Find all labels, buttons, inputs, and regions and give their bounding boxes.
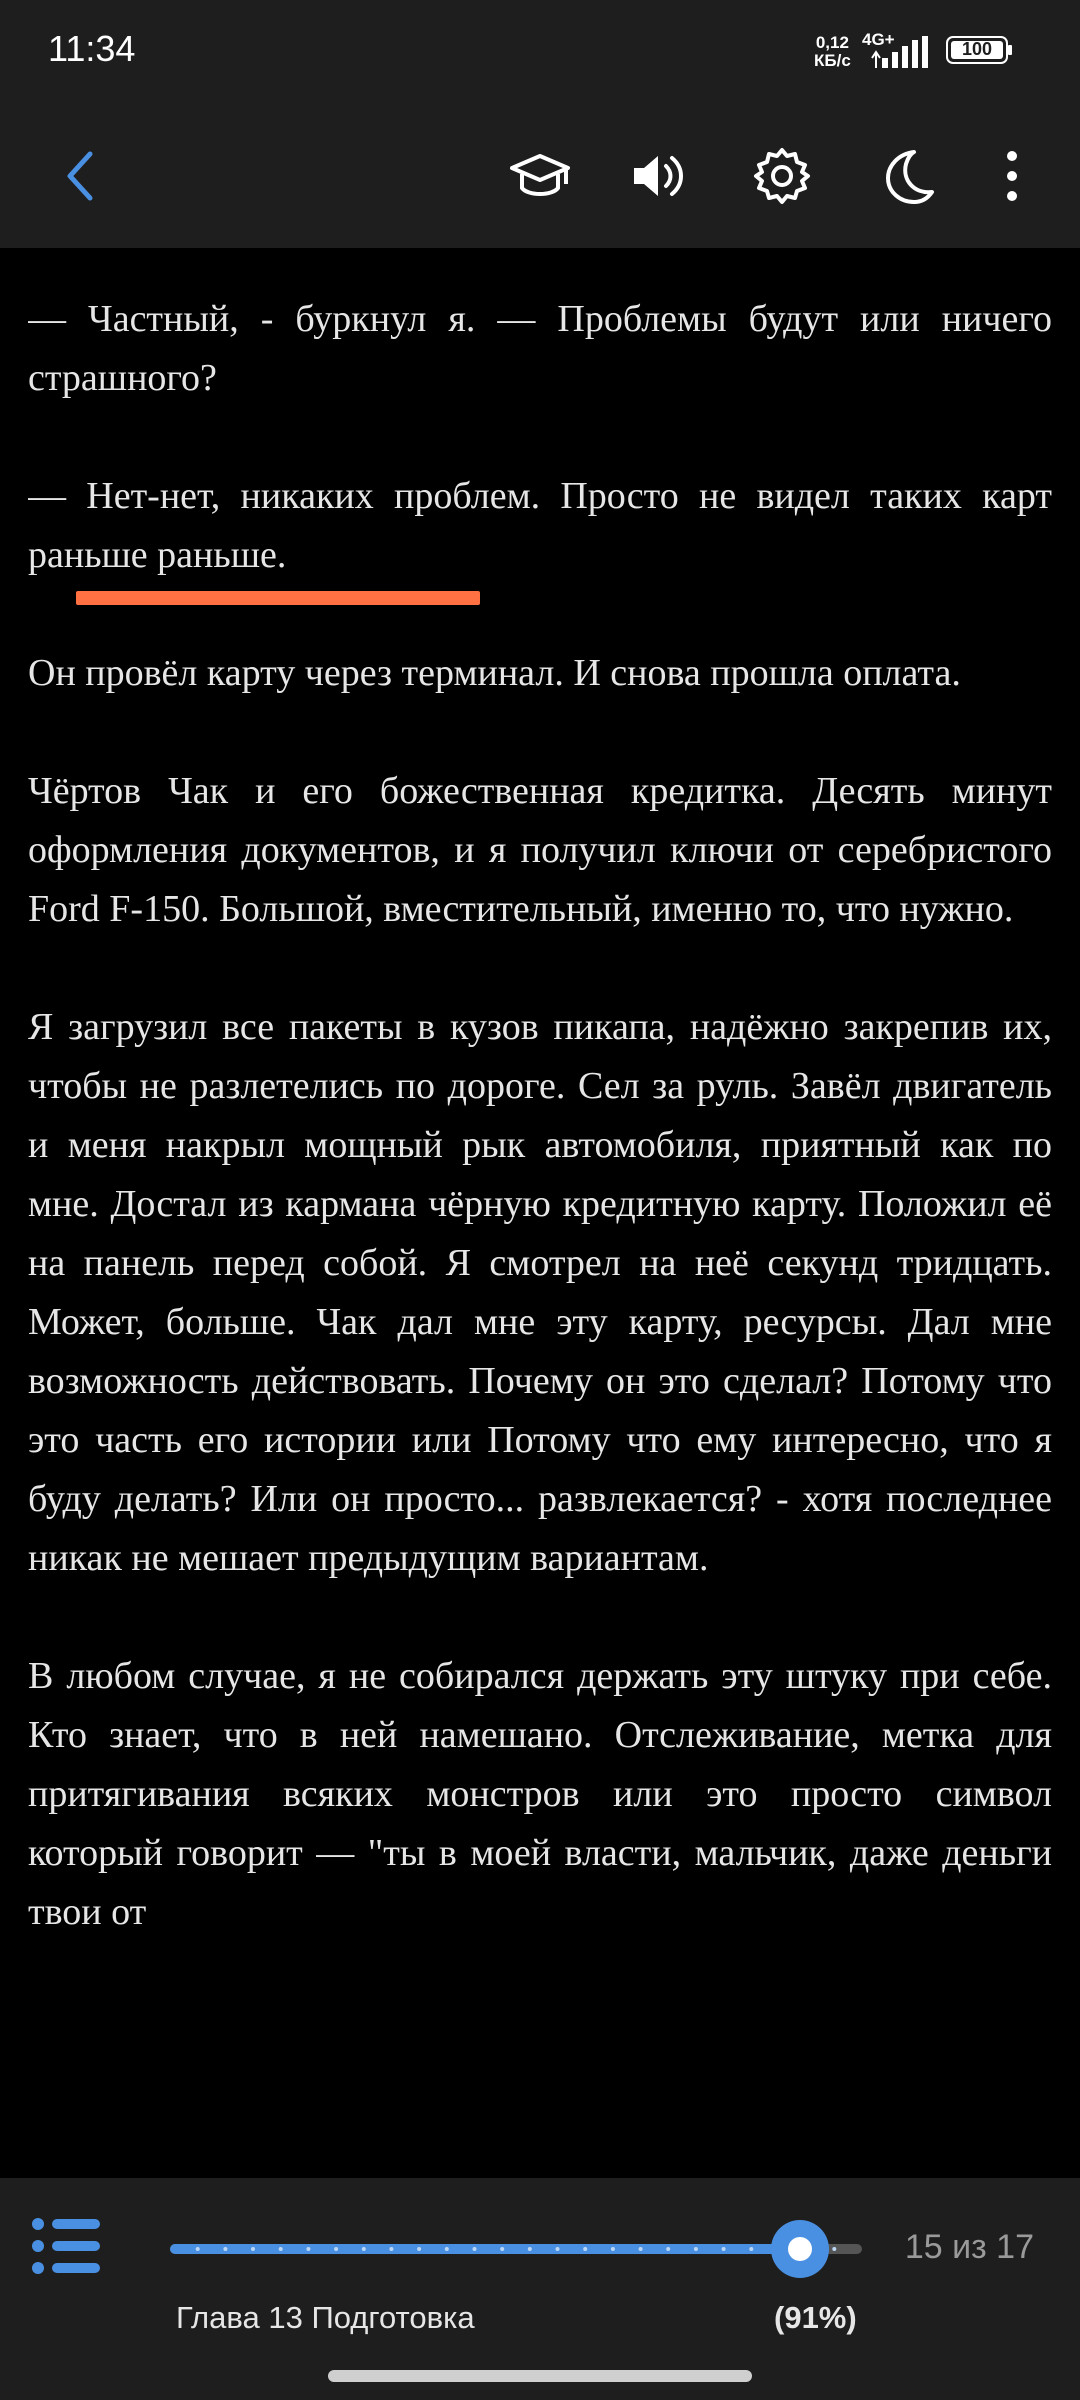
- slider-tick: [528, 2247, 532, 2251]
- slider-tick: [334, 2247, 338, 2251]
- network-speed-value: 0,12: [815, 33, 849, 52]
- slider-tick: [556, 2247, 560, 2251]
- list-icon[interactable]: [30, 2216, 102, 2276]
- chevron-left-icon[interactable]: [50, 144, 114, 208]
- gear-icon[interactable]: [750, 144, 814, 208]
- status-time: 11:34: [48, 28, 136, 69]
- network-speed-unit: КБ/с: [814, 51, 851, 70]
- slider-tick: [500, 2247, 504, 2251]
- reader-bottom-bar: [0, 2178, 1080, 2400]
- paragraph: Чёртов Чак и его божественная кредитка. Десять минут оформления документов, и я получил ключи от серебристого Ford F-150. Большой, вместительный, именно то, что нужно.: [28, 770, 1052, 930]
- text-highlight-underline[interactable]: [76, 591, 480, 605]
- slider-tick: [473, 2247, 477, 2251]
- slider-tick: [417, 2247, 421, 2251]
- slider-tick: [666, 2247, 670, 2251]
- network-speed: [814, 34, 851, 70]
- paragraph: — Нет-нет, никаких проблем. Просто не видел таких карт раньше раньше.: [28, 475, 1052, 576]
- chapter-title: Глава 13 Подготовка: [176, 2300, 475, 2335]
- slider-tick: [362, 2247, 366, 2251]
- slider-tick: [445, 2247, 449, 2251]
- moon-icon[interactable]: [874, 144, 938, 208]
- paragraph: — Частный, - буркнул я. — Проблемы будут или ничего страшного?: [28, 298, 1052, 399]
- paragraph: Он провёл карту через терминал. И снова прошла оплата.: [28, 652, 961, 694]
- progress-percent: (91%): [774, 2300, 857, 2335]
- battery-icon: [946, 36, 1014, 64]
- signal-icon: [868, 36, 932, 70]
- slider-tick: [223, 2247, 227, 2251]
- reader-toolbar: [0, 104, 1080, 248]
- slider-tick: [251, 2247, 255, 2251]
- home-indicator[interactable]: [328, 2370, 752, 2382]
- network-type: 4G+: [862, 30, 895, 49]
- slider-tick: [749, 2247, 753, 2251]
- slider-tick: [306, 2247, 310, 2251]
- page-count: 15 из 17: [904, 2228, 1034, 2266]
- slider-tick: [196, 2247, 200, 2251]
- chapter-progress-slider[interactable]: [170, 2244, 862, 2254]
- paragraph: В любом случае, я не собирался держать эту штуку при себе. Кто знает, что в ней намешано. Отслеживание, метка для притягивания всяких монстров или это просто символ который говорит — "ты в моей власти, мальчик, даже деньги твои от: [28, 1655, 1052, 1933]
- slider-thumb[interactable]: [771, 2220, 829, 2278]
- slider-tick: [694, 2247, 698, 2251]
- slider-tick: [722, 2247, 726, 2251]
- slider-tick: [279, 2247, 283, 2251]
- slider-tick: [611, 2247, 615, 2251]
- more-vertical-icon[interactable]: [980, 144, 1044, 208]
- slider-tick: [583, 2247, 587, 2251]
- book-text[interactable]: [28, 248, 1052, 2178]
- paragraph: Я загрузил все пакеты в кузов пикапа, надёжно закрепив их, чтобы не разлетелись по дороге. Сел за руль. Завёл двигатель и меня накрыл мощный рык автомобиля, приятный как по мне. Достал из кармана чёрную кредитную карту. Положил её на панель перед собой. Я смотрел на неё секунд тридцать. Может, больше. Чак дал мне эту карту, ресурсы. Дал мне возможность действовать. Почему он это сделал? Потому что это часть его истории или Потому что ему интересно, что я буду делать? Или он просто... развлекается? - хотя последнее никак не мешает предыдущим вариантам.: [28, 1006, 1052, 1579]
- battery-level: 100: [961, 39, 993, 59]
- slider-tick: [639, 2247, 643, 2251]
- slider-tick: [832, 2247, 836, 2251]
- graduation-cap-icon[interactable]: [508, 144, 572, 208]
- speaker-icon[interactable]: [628, 144, 692, 208]
- status-bar: [0, 0, 1080, 104]
- slider-ticks: [170, 2244, 862, 2254]
- slider-tick: [389, 2247, 393, 2251]
